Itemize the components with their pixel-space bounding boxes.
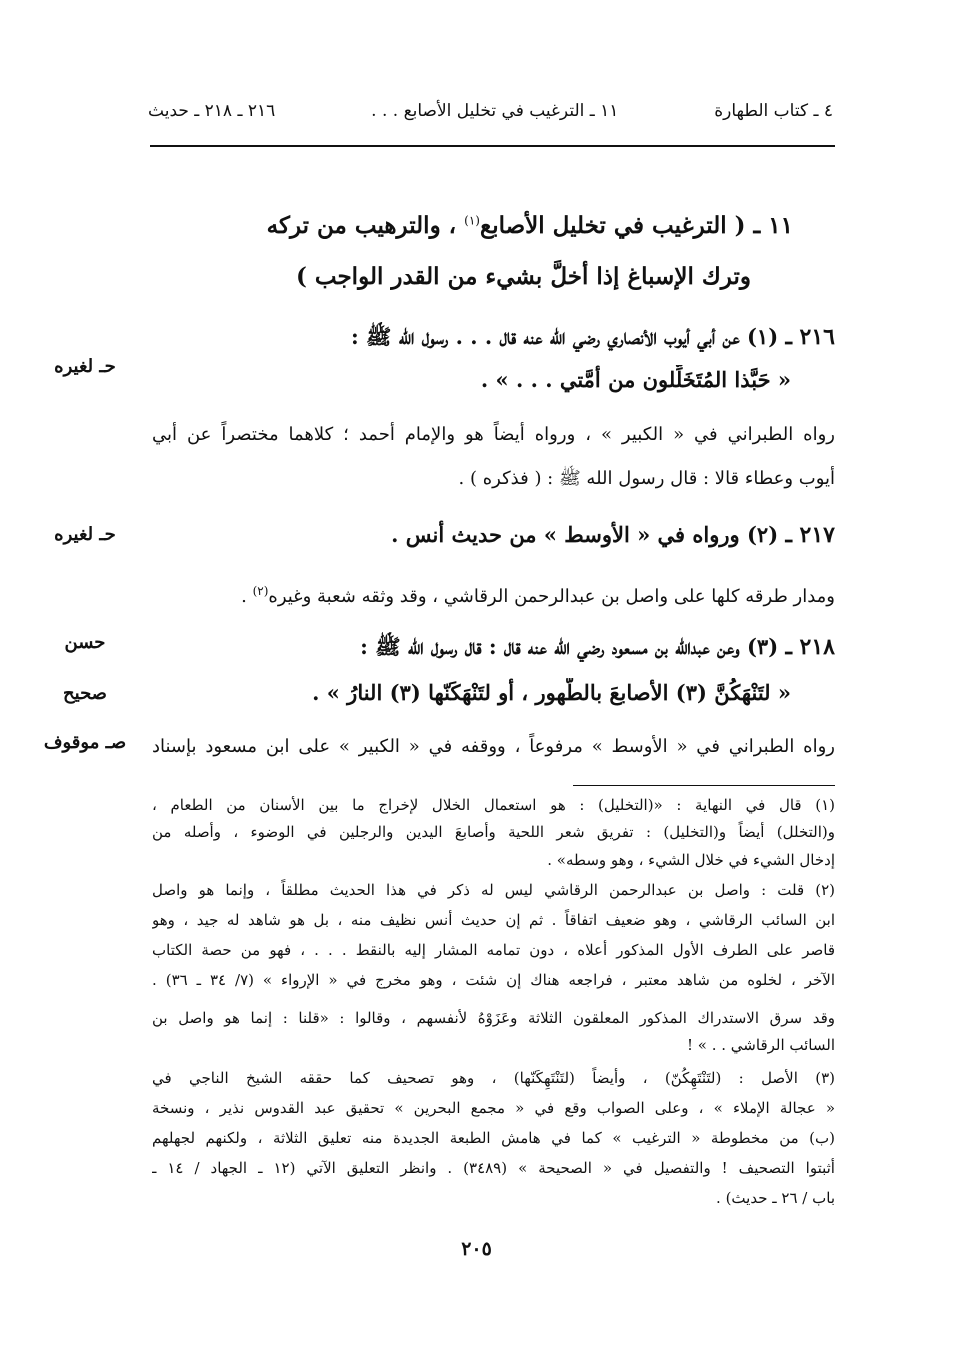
page-number: ٢٠٥ — [461, 1238, 492, 1260]
hadith-217-number: ٢١٧ ـ — [785, 522, 835, 548]
hadith-216-line1 — [152, 322, 835, 352]
hadith-217-comment — [152, 576, 835, 612]
footnote-line: (١) قال في النهاية : «(التخليل) : هو استعمال الخلال لإخراج ما بين الأسنان من الطعام ، — [152, 796, 835, 814]
footnote-rule — [573, 785, 835, 786]
grade-hadith-216: حـ لغيره — [54, 356, 116, 377]
footnote-line: (٣) الأصل : (لتَنْتَهِكُنّ) ، وأيضاً (لتَنْتَهِكَنّها) ، وهو تصحيف كما حققه الشيخ الناجي في — [152, 1069, 835, 1087]
grade-hadith-218-mawquf: صـ موقوف — [43, 732, 127, 753]
header-rule — [150, 145, 835, 147]
footnote-ref-1[interactable]: (١) — [464, 213, 480, 227]
chapter-title-line1 — [267, 212, 793, 239]
hadith-216-line2: « حَبَّذا المُتَخَلِّلون من أمَّتي . . . » . — [480, 367, 791, 392]
grade-hadith-218-hasan: حسن — [64, 632, 106, 653]
footnote-line: ابن السائب الرقاشي ، وهو ضعيف اتفاقاً . ثم إن حديث أنس نظيف منه ، بل هو شاهد له جيد ، وهو — [152, 911, 835, 929]
grade-hadith-217: حـ لغيره — [54, 524, 116, 545]
running-header — [148, 96, 833, 126]
hadith-216-comment1: رواه الطبراني في « الكبير » ، ورواه أيضاً هو والإمام أحمد ؛ كلاهما مختصراً عن أبي — [152, 424, 835, 445]
hadith-218-text: (٣) وعن عبدالله بن مسعود رضي الله عنه قال : قال رسول الله ﷺ : — [360, 634, 779, 659]
header-hadith-range: ٢١٦ ـ ٢١٨ ـ حديث — [148, 101, 276, 121]
footnote-line: « عجالة الإملاء » ، وعلى الصواب وقع في « مجمع البحرين » تحقيق عبد القدوس نذير ، ونسخة — [152, 1099, 835, 1117]
header-book-section: ٤ ـ كتاب الطهارة — [714, 101, 833, 121]
footnote-line: (٢) قلت : واصل بن عبدالرحمن الرقاشي ليس له ذكر في هذا الحديث مطلقاً ، وإنما هو واصل — [152, 881, 835, 899]
footnote-line: و(التخلل) أيضاً و(التخليل) : تفريق شعر اللحية وأصابعَ اليدين والرجلين في الوضوء ، وأصله من — [152, 823, 835, 841]
footnote-line: أثبتوا التصحيف ! والتفصيل في « الصحيحة » (٣٤٨٩) . وانظر التعليق الآتي (١٢ ـ الجهاد / ١٤ ـ — [152, 1159, 835, 1177]
chapter-title-suffix: ، والترهيب من تركه — [266, 211, 465, 239]
hadith-216-comment2: أيوب وعطاء قالا : قال رسول الله ﷺ : ( فذكره ) . — [458, 468, 835, 489]
footnote-line: (ب) من مخطوطة « الترغيب » كما في هامش الطبعة الجديدة منه تعليق الثلاثة ، ولكنهم لجهلهم — [152, 1129, 835, 1147]
hadith-216-number: ٢١٦ ـ — [785, 324, 835, 350]
chapter-title-text: ١١ ـ ( الترغيب في تخليل الأصابع — [479, 211, 793, 239]
footnote-ref-2[interactable]: (٢) — [252, 584, 269, 598]
chapter-title-line2: وترك الإسباغ إذا أخلَّ بشيء من القدر الواجب ) — [295, 262, 751, 290]
hadith-218-line2: « لتَنْهَكُنَّ (٣) الأصابعَ بالطَّهور ، أو لتَنْهَكَنّها (٣) النارُ » . — [312, 680, 791, 705]
footnote-line: إدخال الشيء في خلال الشيء ، وهو وسطه» . — [547, 851, 835, 869]
hadith-217-line1 — [152, 520, 835, 550]
footnote-line: قاصر على الطرف الأول المذكور أعلاه ، دون تمامه المشار إليه بالنقط . . . ، فهو من حصة الكتاب — [152, 941, 835, 959]
hadith-217-comment-text: ومدار طرقه كلها على واصل بن عبدالرحمن الرقاشي ، وقد وثقه شعبة وغيره — [268, 586, 835, 607]
grade-hadith-218-sahih: صحيح — [63, 683, 107, 704]
hadith-218-comment1: رواه الطبراني في « الأوسط » مرفوعاً ، ووقفه في « الكبير » على ابن مسعود بإسناد — [152, 736, 835, 757]
footnote-line: باب / ٢٦ ـ حديث) . — [716, 1189, 835, 1207]
chapter-title — [210, 195, 793, 302]
footnote-line: الآخر ، لخلوه من شاهد معتبر ، فراجعه هناك إن شئت ، وهو مخرج في « الإرواء » (٧/ ٣٤ ـ ٣٦) . — [152, 971, 835, 989]
footnote-line: وقد سرق الاستدراك المذكور المعلقون الثلاثة وعَزَوْهُ لأنفسهم ، وقالوا : «قلنا : إنما هو واصل بن — [152, 1009, 835, 1027]
hadith-218-number: ٢١٨ ـ — [785, 634, 835, 660]
hadith-216-text: (١) عن أبي أيوب الأنصاري رضي الله عنه قال . . . رسول الله ﷺ : — [350, 324, 779, 349]
header-chapter: ١١ ـ الترغيب في تخليل الأصابع . . . — [371, 101, 619, 121]
hadith-217-text: (٢) ورواه في « الأوسط » من حديث أنس . — [391, 522, 779, 547]
hadith-218-line1 — [152, 632, 835, 662]
footnote-line: السائب الرقاشي . . » ! — [686, 1036, 835, 1054]
hadith-217-comment-end: . — [241, 586, 253, 607]
